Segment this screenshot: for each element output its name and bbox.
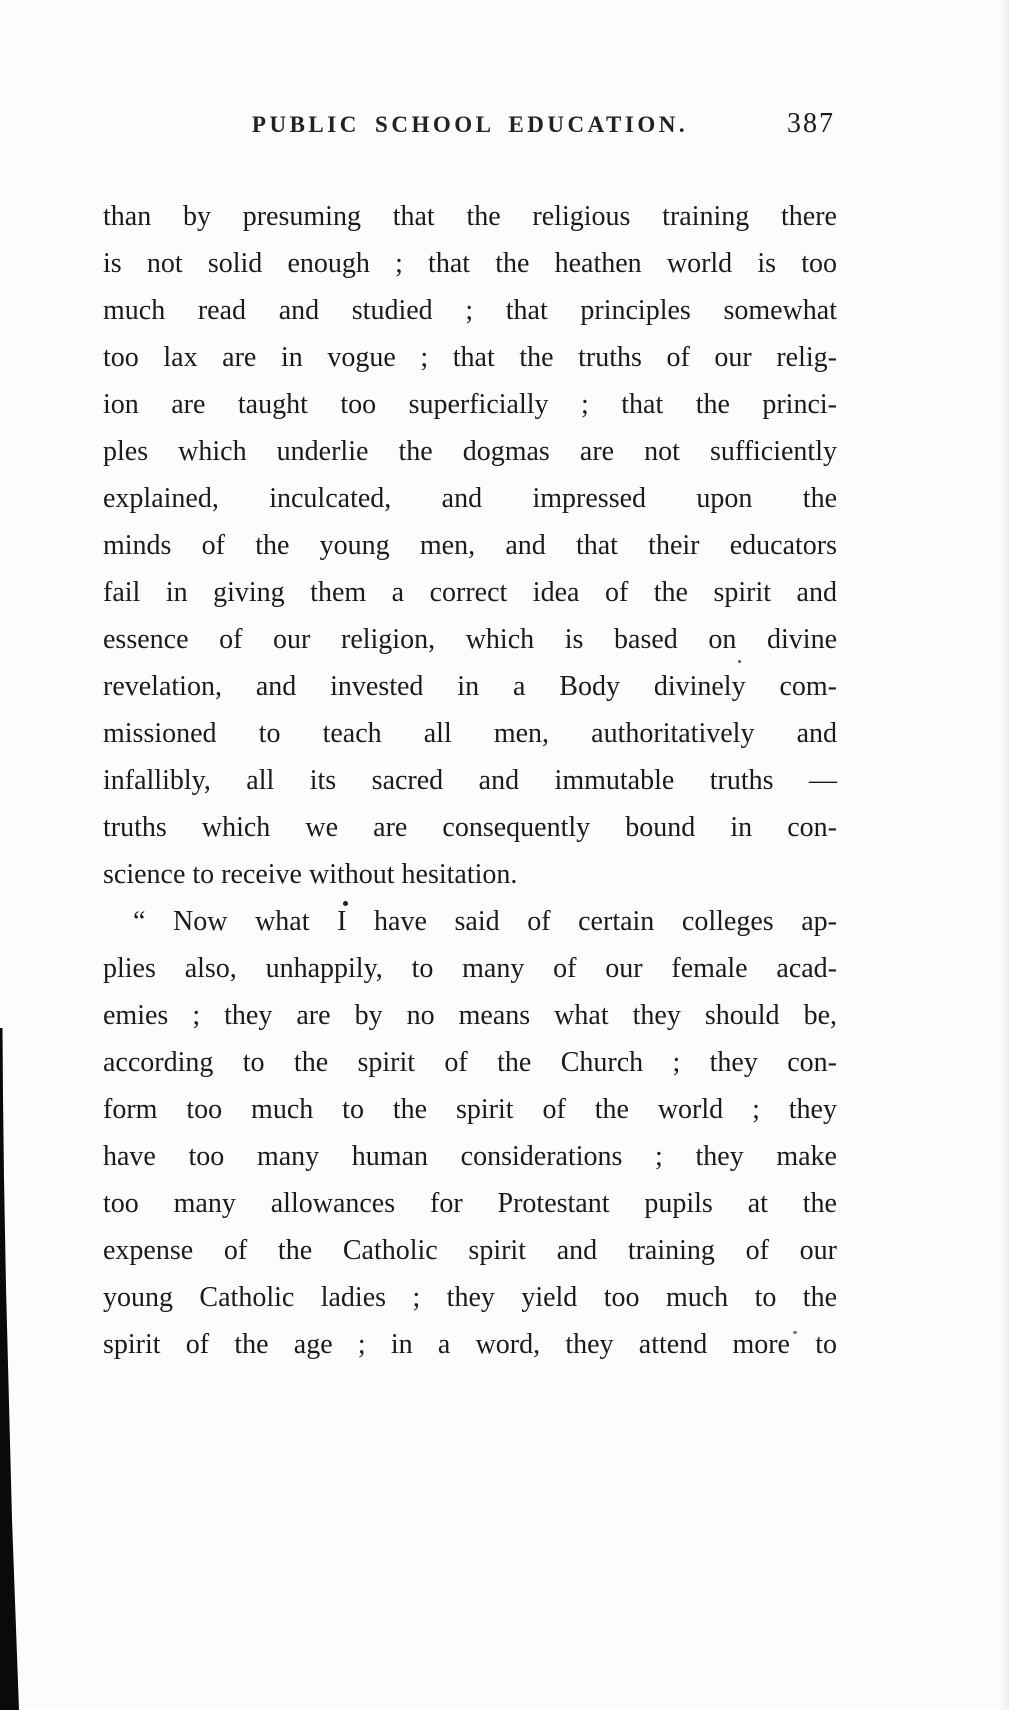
text-line: infallibly, all its sacred and immutable truths — xyxy=(103,765,837,796)
text-line: too lax are in vogue ; that the truths of our relig- xyxy=(103,342,837,373)
paragraph xyxy=(103,898,837,1368)
paragraph xyxy=(103,193,837,898)
text-line: emies ; they are by no means what they should be, xyxy=(103,1000,837,1031)
text-line: according to the spirit of the Church ; they con- xyxy=(103,1047,837,1078)
text-line: essence of our religion, which is based on divine xyxy=(103,624,837,655)
scan-artifact-left-bar xyxy=(0,1028,20,1710)
page-body xyxy=(103,193,837,1368)
text-line: revelation, and invested in a Body divinely com- xyxy=(103,671,837,702)
text-line: ples which underlie the dogmas are not sufficiently xyxy=(103,436,837,467)
page-header xyxy=(103,108,837,152)
text-line: form too much to the spirit of the world ; they xyxy=(103,1094,837,1125)
text-line: too many allowances for Protestant pupils at the xyxy=(103,1188,837,1219)
running-title: PUBLIC SCHOOL EDUCATION. xyxy=(251,112,689,137)
text-line: plies also, unhappily, to many of our female acad- xyxy=(103,953,837,984)
text-line: ion are taught too superficially ; that the princi- xyxy=(103,389,837,420)
text-line: truths which we are consequently bound in con- xyxy=(103,812,837,843)
text-line: have too many human considerations ; they make xyxy=(103,1141,837,1172)
text-line: is not solid enough ; that the heathen world is too xyxy=(103,248,837,279)
text-line: “ Now what I have said of certain colleges ap- xyxy=(133,906,837,937)
text-line: missioned to teach all men, authoritatively and xyxy=(103,718,837,749)
text-line: minds of the young men, and that their educators xyxy=(103,530,837,561)
text-line: young Catholic ladies ; they yield too much to the xyxy=(103,1282,837,1313)
text-line: science to receive without hesitation. xyxy=(103,859,518,890)
page-number: 387 xyxy=(787,108,835,139)
text-line: explained, inculcated, and impressed upon the xyxy=(103,483,837,514)
text-line: expense of the Catholic spirit and training of our xyxy=(103,1235,837,1266)
text-line: fail in giving them a correct idea of the spirit and xyxy=(103,577,837,608)
text-line: spirit of the age ; in a word, they attend more to xyxy=(103,1329,837,1360)
text-line: than by presuming that the religious training there xyxy=(103,201,837,232)
text-line: much read and studied ; that principles somewhat xyxy=(103,295,837,326)
